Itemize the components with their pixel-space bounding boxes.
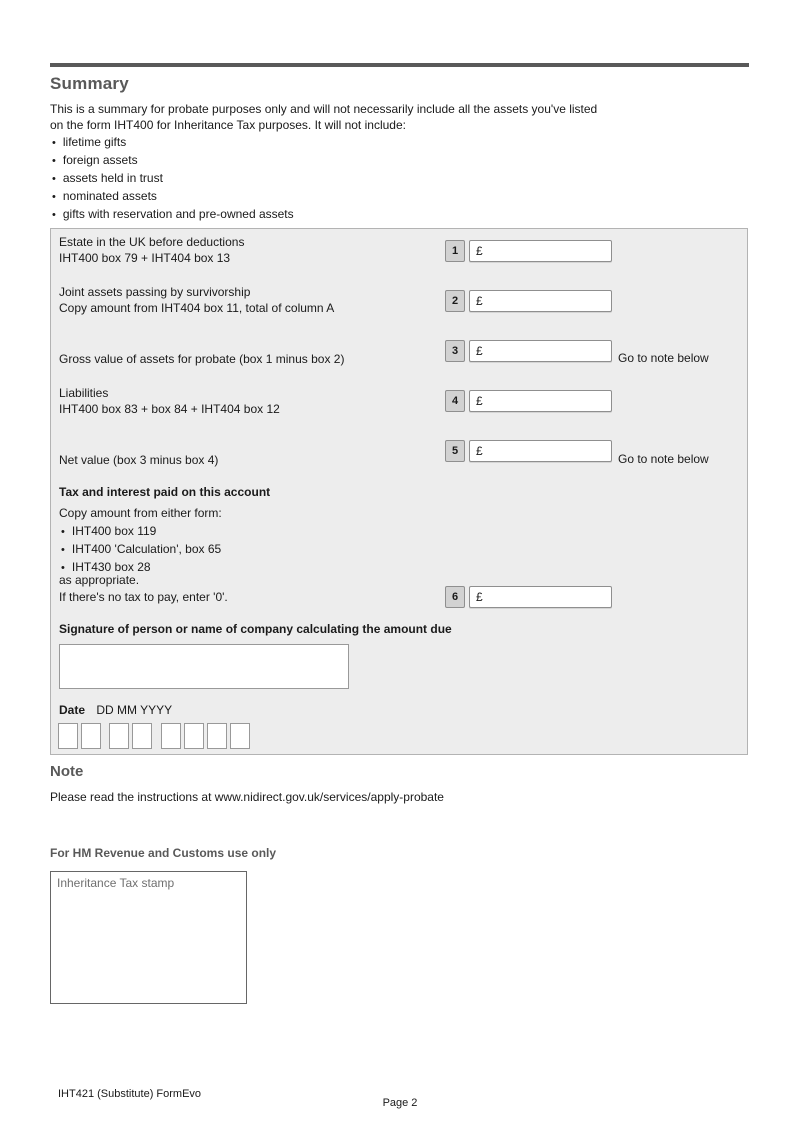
date-yyyy-4[interactable] — [230, 723, 250, 749]
summary-intro-line2: on the form IHT400 for Inheritance Tax purposes. It will not include: — [50, 118, 406, 132]
amount-input-6[interactable] — [483, 590, 611, 604]
summary-bullet-item — [52, 188, 294, 206]
pound-symbol: £ — [476, 244, 483, 258]
amount-field-3[interactable] — [469, 340, 612, 362]
date-format-hint: DD MM YYYY — [96, 703, 173, 717]
row5-label — [59, 452, 218, 468]
stamp-box-label: Inheritance Tax stamp — [57, 876, 175, 890]
row2-label-line1: Joint assets passing by survivorship — [59, 285, 251, 299]
date-yyyy-2[interactable] — [184, 723, 204, 749]
bullet-text: IHT400 'Calculation', box 65 — [71, 542, 222, 556]
row2-label-line2: Copy amount from IHT404 box 11, total of column A — [59, 301, 335, 315]
summary-bullet-list — [52, 134, 294, 224]
row3-label-line1: Gross value of assets for probate (box 1 minus box 2) — [59, 352, 345, 366]
amount-input-2[interactable] — [483, 294, 611, 308]
pound-symbol: £ — [476, 590, 483, 604]
tax-as-appropriate: as appropriate. — [59, 573, 140, 587]
pound-symbol: £ — [476, 294, 483, 308]
summary-bullet-item — [52, 206, 294, 224]
footer-page-number: Page 2 — [382, 1097, 418, 1109]
bullet-text: lifetime gifts — [62, 135, 127, 149]
row1-label-line1: Estate in the UK before deductions — [59, 235, 245, 249]
tax-section-heading: Tax and interest paid on this account — [59, 485, 271, 499]
bullet-text: nominated assets — [62, 189, 157, 203]
hmrc-use-heading: For HM Revenue and Customs use only — [50, 846, 277, 860]
row5-go-note: Go to note below — [618, 452, 709, 466]
amount-field-1[interactable] — [469, 240, 612, 262]
row5-label-line1: Net value (box 3 minus box 4) — [59, 453, 219, 467]
summary-panel — [50, 228, 748, 755]
tax-copy-text: Copy amount from either form: — [59, 506, 222, 520]
summary-bullet-item — [52, 152, 294, 170]
row1-label — [59, 234, 244, 266]
summary-intro-line1: This is a summary for probate purposes only and will not necessarily include all the assets you've listed — [50, 102, 598, 116]
box-number-badge-4: 4 — [445, 390, 465, 412]
date-yyyy-group — [161, 723, 250, 749]
box-number-badge-6: 6 — [445, 586, 465, 608]
pound-symbol: £ — [476, 394, 483, 408]
summary-bullet-item — [52, 170, 294, 188]
date-dd-group — [58, 723, 101, 749]
row4-label-line2: IHT400 box 83 + box 84 + IHT404 box 12 — [59, 402, 280, 416]
bullet-text: IHT430 box 28 — [71, 560, 151, 574]
amount-input-3[interactable] — [483, 344, 611, 358]
date-mm-1[interactable] — [109, 723, 129, 749]
page-title: Summary — [50, 74, 129, 93]
row4-label — [59, 385, 280, 417]
amount-field-6[interactable] — [469, 586, 612, 608]
signature-input[interactable] — [59, 644, 349, 689]
tax-bullet-item — [61, 523, 221, 541]
section-divider-rule — [50, 63, 749, 67]
date-mm-2[interactable] — [132, 723, 152, 749]
date-yyyy-1[interactable] — [161, 723, 181, 749]
row1-label-line2: IHT400 box 79 + IHT404 box 13 — [59, 251, 231, 265]
box-number-badge-1: 1 — [445, 240, 465, 262]
note-heading: Note — [50, 763, 84, 780]
summary-bullet-item — [52, 134, 294, 152]
tax-bullet-item — [61, 541, 221, 559]
amount-input-1[interactable] — [483, 244, 611, 258]
pound-symbol: £ — [476, 444, 483, 458]
bullet-text: IHT400 box 119 — [71, 524, 157, 538]
bullet-text: assets held in trust — [62, 171, 163, 185]
amount-field-4[interactable] — [469, 390, 612, 412]
date-mm-group — [109, 723, 152, 749]
date-label: Date — [59, 703, 86, 717]
date-label-row — [59, 703, 172, 717]
row3-go-note: Go to note below — [618, 351, 709, 365]
date-dd-1[interactable] — [58, 723, 78, 749]
date-dd-2[interactable] — [81, 723, 101, 749]
inheritance-tax-stamp-box — [50, 871, 247, 1004]
amount-input-4[interactable] — [483, 394, 611, 408]
amount-field-5[interactable] — [469, 440, 612, 462]
bullet-text: foreign assets — [62, 153, 138, 167]
date-yyyy-3[interactable] — [207, 723, 227, 749]
footer-form-id: IHT421 (Substitute) FormEvo — [58, 1088, 202, 1100]
bullet-text: gifts with reservation and pre-owned assets — [62, 207, 294, 221]
signature-label: Signature of person or name of company calculating the amount due — [59, 622, 452, 636]
row2-label — [59, 284, 334, 316]
box-number-badge-3: 3 — [445, 340, 465, 362]
note-text: Please read the instructions at www.nidirect.gov.uk/services/apply-probate — [50, 790, 444, 804]
tax-bullet-list — [61, 523, 221, 577]
pound-symbol: £ — [476, 344, 483, 358]
amount-input-5[interactable] — [483, 444, 611, 458]
tax-no-tax-text: If there's no tax to pay, enter '0'. — [59, 590, 228, 604]
row4-label-line1: Liabilities — [59, 386, 109, 400]
row3-label — [59, 351, 344, 367]
box-number-badge-5: 5 — [445, 440, 465, 462]
box-number-badge-2: 2 — [445, 290, 465, 312]
amount-field-2[interactable] — [469, 290, 612, 312]
